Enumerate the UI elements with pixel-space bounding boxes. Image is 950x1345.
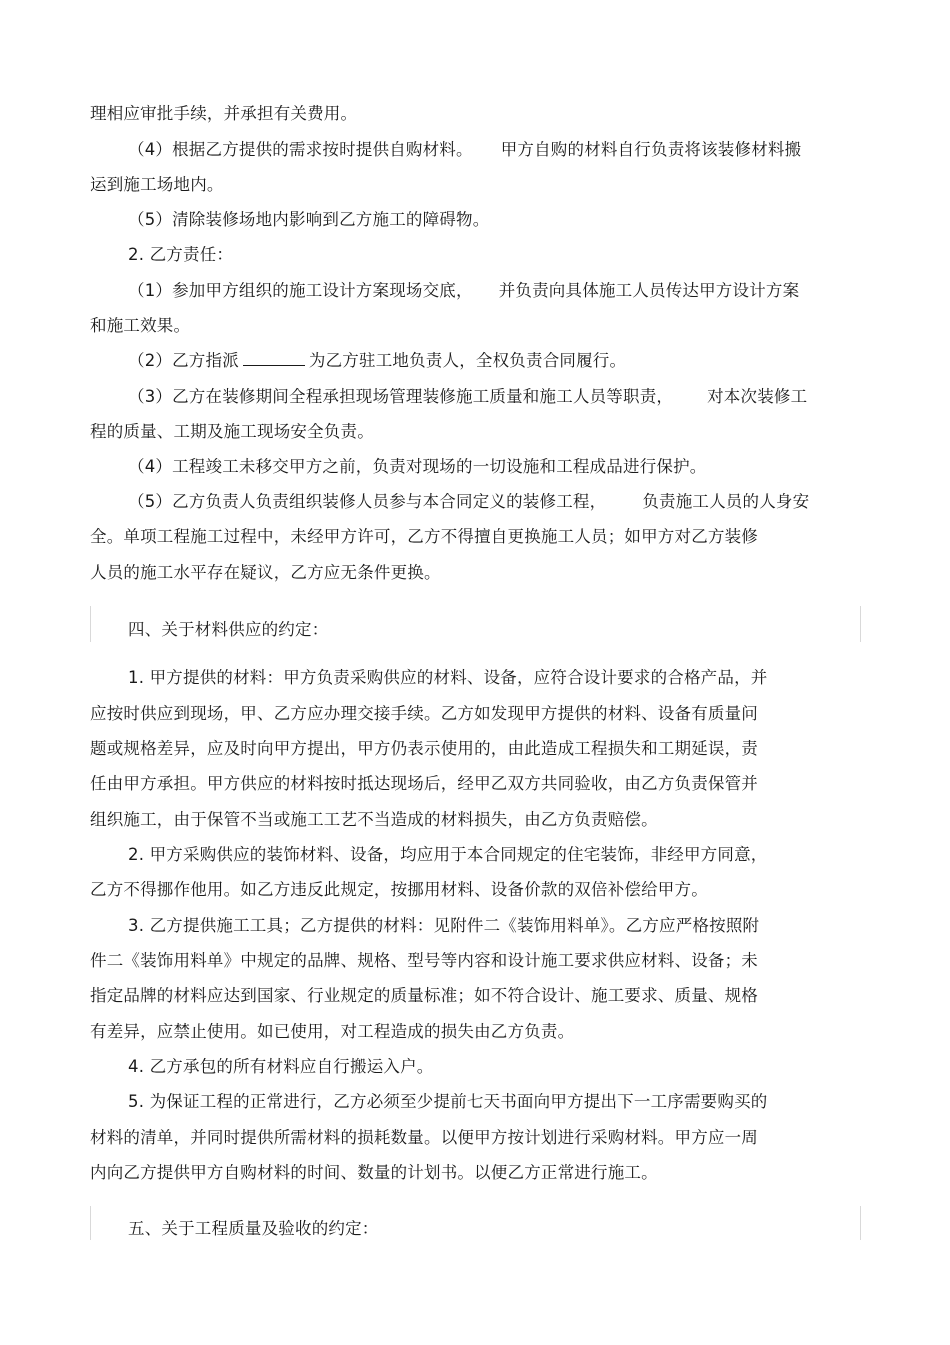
section-heading: 五、关于工程质量及验收的约定： <box>128 1219 379 1238</box>
text-segment: 甲方自购的材料自行负责将该装修材料搬 <box>500 140 802 159</box>
text-segment: 对本次装修工 <box>707 387 808 406</box>
text-line <box>128 491 809 513</box>
fill-in-blank <box>243 350 305 366</box>
text-line <box>128 280 799 302</box>
text-line: 运到施工场地内。 <box>90 175 224 194</box>
text-segment: （5）乙方负责人负责组织装修人员参与本合同定义的装修工程， <box>128 492 607 511</box>
text-line: 1. 甲方提供的材料：甲方负责采购供应的材料、设备，应符合设计要求的合格产品，并 <box>128 668 768 687</box>
text-segment: （1）参加甲方组织的施工设计方案现场交底， <box>128 281 473 300</box>
text-line: 指定品牌的材料应达到国家、行业规定的质量标准；如不符合设计、施工要求、质量、规格 <box>90 986 758 1005</box>
section-heading: 四、关于材料供应的约定： <box>128 620 329 639</box>
text-line: 组织施工，由于保管不当或施工工艺不当造成的材料损失，由乙方负责赔偿。 <box>90 810 658 829</box>
text-line: 全。单项工程施工过程中，未经甲方许可，乙方不得擅自更换施工人员；如甲方对乙方装修 <box>90 527 758 546</box>
text-line: 2. 甲方采购供应的装饰材料、设备，均应用于本合同规定的住宅装饰，非经甲方同意， <box>128 845 768 864</box>
text-line: 3. 乙方提供施工工具；乙方提供的材料：见附件二《装饰用料单》。乙方应严格按照附 <box>128 916 760 935</box>
text-line: 程的质量、工期及施工现场安全负责。 <box>90 422 374 441</box>
text-segment: （4）根据乙方提供的需求按时提供自购材料。 <box>128 140 473 159</box>
text-segment: （2）乙方指派 <box>128 351 239 370</box>
text-line: 5. 为保证工程的正常进行，乙方必须至少提前七天书面向甲方提出下一工序需要购买的 <box>128 1092 768 1111</box>
section-divider-right <box>860 606 861 642</box>
text-line: 应按时供应到现场，甲、乙方应办理交接手续。乙方如发现甲方提供的材料、设备有质量问 <box>90 704 758 723</box>
text-line <box>128 139 801 161</box>
text-line: 有差异，应禁止使用。如已使用，对工程造成的损失由乙方负责。 <box>90 1022 575 1041</box>
text-line: 人员的施工水平存在疑议，乙方应无条件更换。 <box>90 563 441 582</box>
text-line: 乙方不得挪作他用。如乙方违反此规定，按挪用材料、设备价款的双倍补偿给甲方。 <box>90 880 708 899</box>
text-line: （4）工程竣工未移交甲方之前，负责对现场的一切设施和工程成品进行保护。 <box>128 457 707 476</box>
text-line: 任由甲方承担。甲方供应的材料按时抵达现场后，经甲乙双方共同验收，由乙方负责保管并 <box>90 774 758 793</box>
text-segment: （3）乙方在装修期间全程承担现场管理装修施工质量和施工人员等职责， <box>128 387 674 406</box>
section-divider-left <box>90 1206 91 1240</box>
text-segment: 并负责向具体施工人员传达甲方设计方案 <box>498 281 800 300</box>
section-heading: 2. 乙方责任： <box>128 245 234 264</box>
text-line: 和施工效果。 <box>90 316 191 335</box>
text-line <box>128 386 807 408</box>
text-line: （5）清除装修场地内影响到乙方施工的障碍物。 <box>128 210 490 229</box>
text-segment: 负责施工人员的人身安 <box>642 492 810 511</box>
text-line: 理相应审批手续，并承担有关费用。 <box>90 104 358 123</box>
text-line: 题或规格差异，应及时向甲方提出，甲方仍表示使用的，由此造成工程损失和工期延误，责 <box>90 739 758 758</box>
text-line: 件二《装饰用料单》中规定的品牌、规格、型号等内容和设计施工要求供应材料、设备；未 <box>90 951 758 970</box>
text-line <box>128 350 626 372</box>
text-line: 材料的清单，并同时提供所需材料的损耗数量。以便甲方按计划进行采购材料。甲方应一周 <box>90 1128 758 1147</box>
text-segment: 为乙方驻工地负责人，全权负责合同履行。 <box>308 351 627 370</box>
section-divider-right <box>860 1206 861 1240</box>
section-divider-left <box>90 606 91 642</box>
text-line: 4. 乙方承包的所有材料应自行搬运入户。 <box>128 1057 434 1076</box>
text-line: 内向乙方提供甲方自购材料的时间、数量的计划书。以便乙方正常进行施工。 <box>90 1163 658 1182</box>
